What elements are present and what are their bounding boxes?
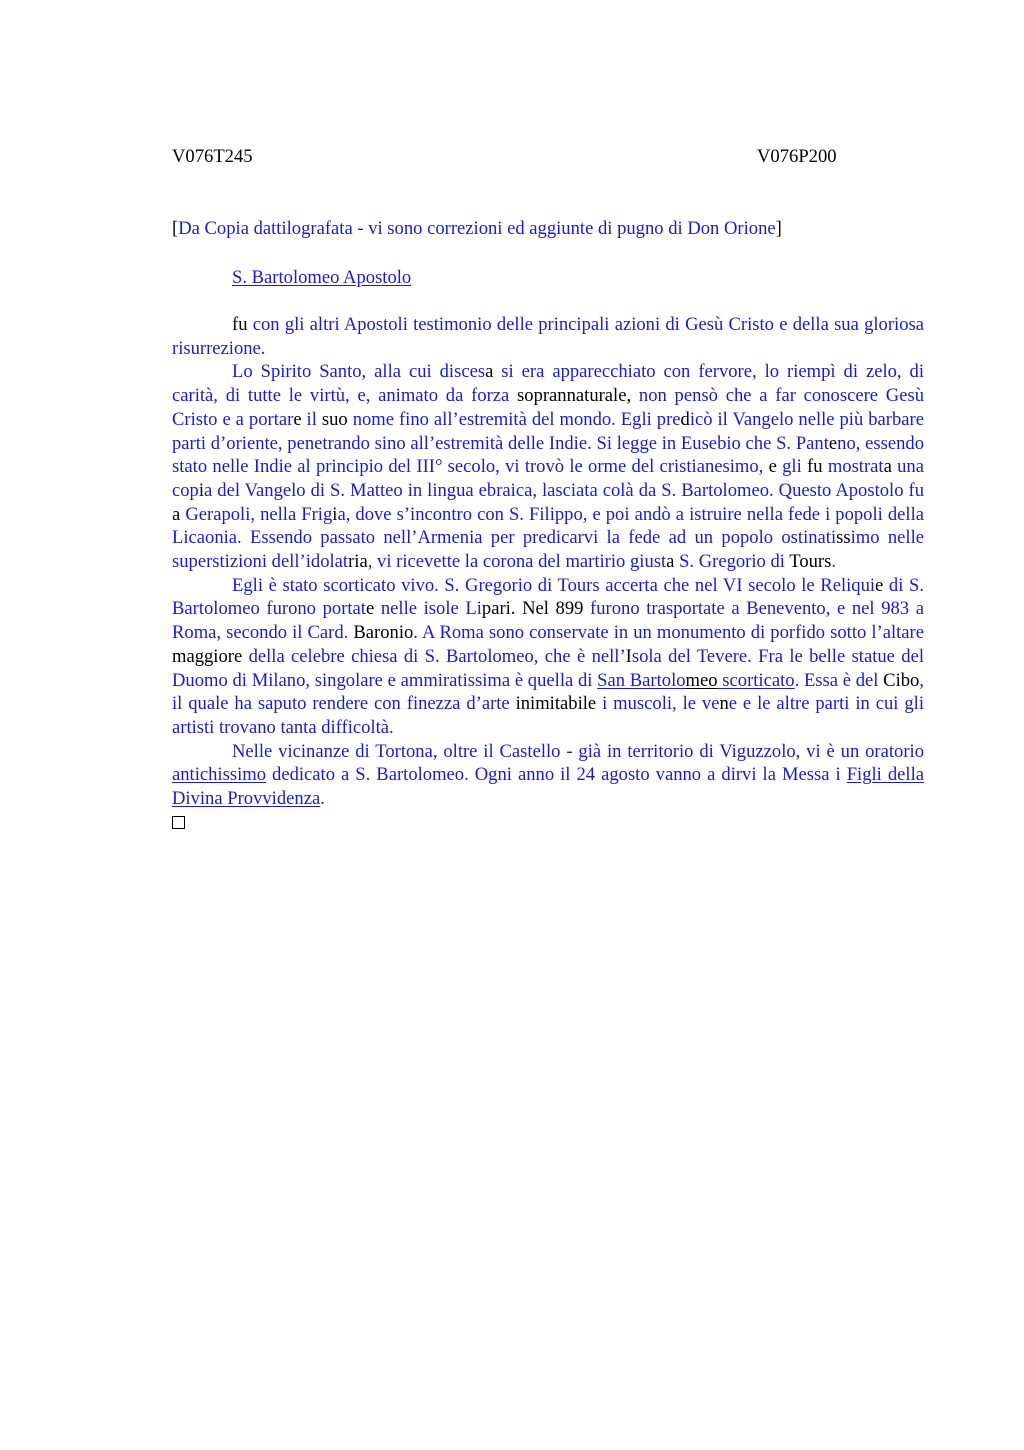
text-segment: il bbox=[301, 408, 322, 430]
text-segment: i muscoli, le ve bbox=[596, 693, 720, 715]
text-segment: I bbox=[625, 645, 632, 667]
text-segment: , vi ricevette la corona del martirio giust bbox=[367, 551, 667, 573]
text-segment: e bbox=[763, 456, 783, 478]
text-segment: Cibo bbox=[883, 669, 920, 691]
text-segment: Lo Spirito Santo, alla cui disces bbox=[232, 361, 486, 383]
text-segment: e e le altre parti in cui gli artisti trovano tanta difficoltà. bbox=[172, 693, 924, 738]
source-note-open-bracket: [ bbox=[172, 218, 179, 239]
source-note-text: Da Copia dattilografata - vi sono correzioni ed aggiunte di pugno di Don Orione bbox=[178, 218, 776, 239]
text-segment: imo nelle superstizioni dell’idolat bbox=[172, 527, 924, 573]
text-segment: a bbox=[485, 361, 494, 383]
text-segment: Egli è stato scorticato vivo. S. Gregorio di Tours accerta che nel VI secolo le Reliqui bbox=[232, 574, 876, 596]
text-segment: una cop bbox=[172, 456, 924, 501]
text-segment: e bbox=[875, 574, 884, 596]
text-segment: , il quale ha saputo rendere con finezza d’arte bbox=[172, 669, 924, 715]
text-segment: di S. Bartolomeo furono portat bbox=[172, 574, 925, 620]
text-segment: icò il Vangelo nelle più barbare parti d’oriente, penetrando sino all’estremità delle Indie. Si legge in Eusebio che S. Pant bbox=[172, 408, 924, 454]
source-note-close-bracket: ] bbox=[775, 218, 782, 239]
text-segment: mostrat bbox=[827, 456, 884, 478]
text-segment: con gli altri Apostoli testimonio delle principali azioni di Gesù Cristo e della sua gloriosa risurrezione. bbox=[172, 314, 924, 359]
text-segment: e bbox=[365, 598, 375, 620]
text-segment: ss bbox=[836, 527, 851, 549]
text-segment: maggiore bbox=[172, 645, 243, 667]
text-segment: n bbox=[719, 693, 729, 715]
document-page bbox=[172, 145, 932, 810]
paragraph-2 bbox=[172, 360, 924, 573]
document-body bbox=[172, 313, 924, 829]
text-segment: a bbox=[172, 503, 181, 525]
header-codes bbox=[172, 145, 932, 171]
text-segment-underlined: meo bbox=[685, 669, 718, 691]
text-segment-underlined: antichissimo bbox=[172, 764, 266, 786]
volume-text-code: V076T245 bbox=[172, 146, 253, 167]
text-segment-underlined: Figli della Divina Provvidenza bbox=[172, 764, 924, 810]
text-segment: S. Gregorio di bbox=[674, 551, 790, 573]
text-segment: . bbox=[320, 788, 325, 810]
paragraph-4 bbox=[172, 740, 924, 811]
text-segment: suo bbox=[321, 408, 348, 430]
text-segment: furono trasportate a Benevento, e nel 983 a Roma, secondo il Card. bbox=[172, 598, 924, 644]
text-segment: si era apparecchiato con fervore, lo riempì di zelo, di carità, di tutte le virtù, e, animato da forza bbox=[172, 361, 924, 407]
text-segment-underlined: San Bartolo bbox=[597, 669, 686, 691]
text-segment: i bbox=[332, 503, 338, 525]
text-segment: nome fino all’estremità del mondo. Egli pre bbox=[347, 408, 681, 430]
text-segment: non pensò che a far conoscere Gesù Cristo e a portar bbox=[172, 385, 924, 430]
text-segment: dedicato a S. Bartolomeo. Ogni anno il 24 agosto vanno a dirvi la Messa i bbox=[266, 764, 847, 786]
text-segment: i bbox=[198, 479, 205, 501]
end-of-document-box-icon bbox=[172, 816, 185, 829]
text-segment: soprannaturale, bbox=[517, 385, 632, 407]
source-note bbox=[172, 217, 782, 241]
text-segment: e bbox=[828, 432, 838, 454]
text-segment: fu bbox=[801, 456, 828, 478]
volume-page-code: V076P200 bbox=[757, 146, 837, 167]
text-segment: e bbox=[293, 408, 302, 430]
text-segment: a del Vangelo di S. Matteo in lingua ebraica, lasciata colà da S. Bartolomeo. Questo Apostolo fu bbox=[204, 479, 924, 501]
text-segment: Baronio bbox=[353, 622, 414, 644]
text-segment: d bbox=[680, 408, 690, 430]
document-title: S. Bartolomeo Apostolo bbox=[232, 267, 412, 288]
text-segment: no, essendo stato nelle Indie al principio del III° secolo, vi trovò le orme del cristianesimo, bbox=[172, 432, 924, 478]
text-segment: della celebre chiesa di S. Bartolomeo, che è nell’ bbox=[242, 645, 626, 667]
text-segment: gli bbox=[782, 456, 802, 478]
text-segment: ria bbox=[348, 551, 368, 573]
text-segment: Gerapoli, nella Frig bbox=[180, 503, 333, 525]
text-segment: nelle isole Li bbox=[374, 598, 482, 620]
text-segment: Nelle vicinanze di Tortona, oltre il Castello - già in territorio di Viguzzolo, vi è un oratorio bbox=[232, 740, 924, 762]
text-segment: . Essa è del bbox=[794, 669, 884, 691]
text-segment: a, dove s’incontro con S. Filippo, e poi andò a istruire nella fede i popoli della Licaonia. Essendo passato nell’Armenia per predicarvi la fede ad un popolo ostinati bbox=[172, 503, 924, 549]
text-segment: a bbox=[883, 456, 892, 478]
paragraph-1 bbox=[172, 313, 924, 360]
text-segment: sola del Tevere. Fra le belle statue del Duomo di Milano, singolare e ammiratissima è quella di bbox=[172, 645, 925, 691]
text-segment: Nel 899 bbox=[515, 598, 584, 620]
text-segment: fu bbox=[232, 314, 248, 335]
paragraph-3 bbox=[172, 574, 924, 740]
text-segment: pari. bbox=[481, 598, 516, 620]
text-segment: . bbox=[831, 551, 837, 573]
text-segment: inimitabile bbox=[515, 693, 597, 715]
text-segment: . A Roma sono conservate in un monumento di porfido sotto l’altare bbox=[413, 622, 924, 644]
text-segment: a bbox=[666, 551, 675, 573]
text-segment: Tours bbox=[789, 551, 832, 573]
text-segment-underlined: scorticato bbox=[717, 669, 795, 691]
